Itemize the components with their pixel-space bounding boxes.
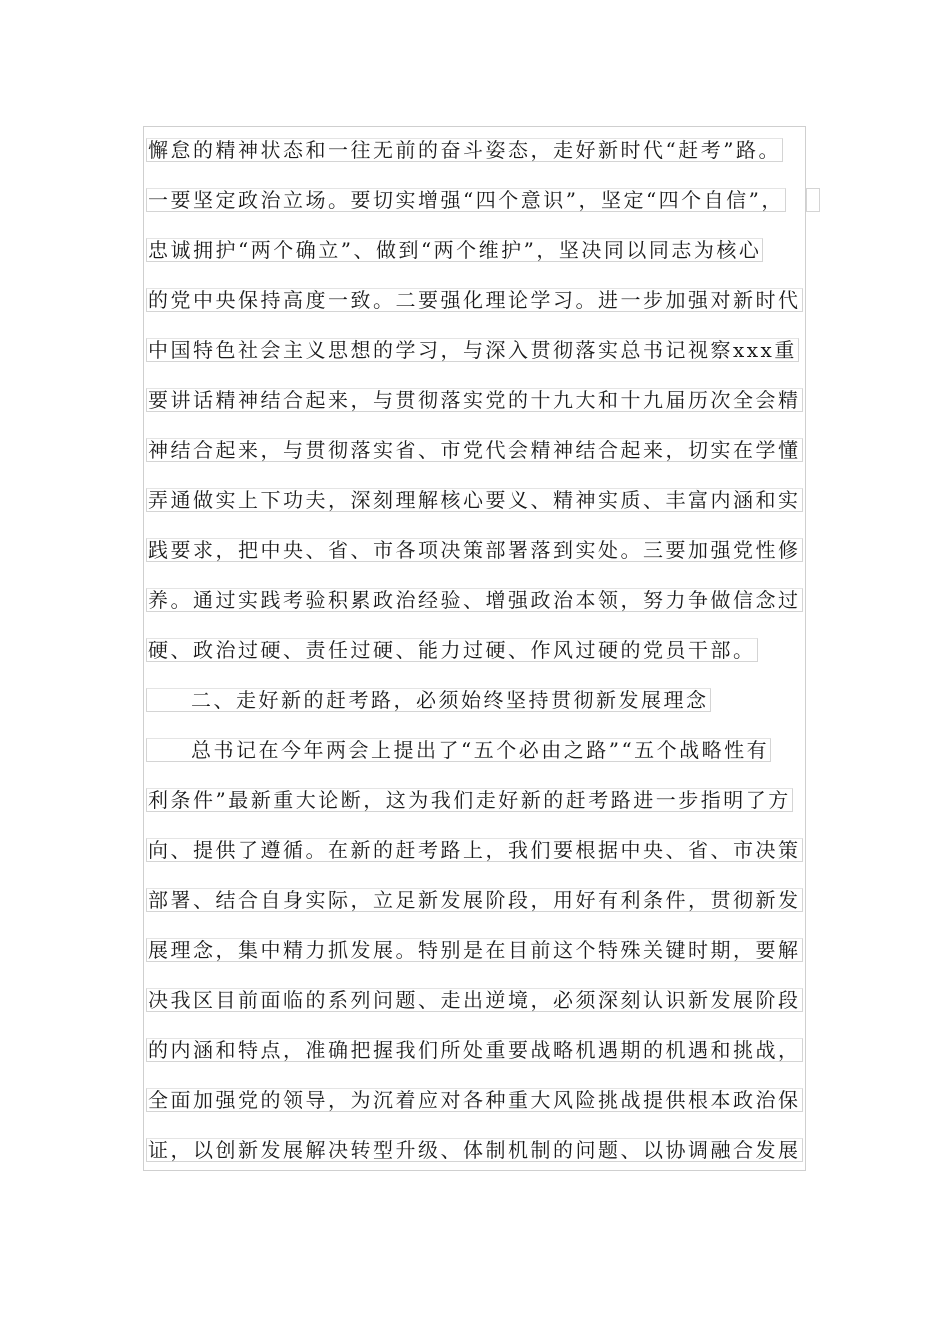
- text-line-10: 养。通过实践考验积累政治经验、增强政治本领，努力争做信念过: [148, 588, 801, 612]
- text-line-20: 全面加强党的领导，为沉着应对各种重大风险挑战提供根本政治保: [148, 1088, 801, 1112]
- text-line-18: 决我区目前面临的系列问题、走出逆境，必须深刻认识新发展阶段: [148, 988, 801, 1012]
- text-line-6: 要讲话精神结合起来，与贯彻落实党的十九大和十九届历次全会精: [148, 388, 801, 412]
- text-line-13: 总书记在今年两会上提出了“五个必由之路”“五个战略性有: [146, 738, 771, 762]
- text-line-3: 忠诚拥护“两个确立”、做到“两个维护”，坚决同以同志为核心: [148, 238, 762, 262]
- text-line-2: 一要坚定政治立场。要切实增强“四个意识”，坚定“四个自信”，: [148, 188, 784, 212]
- text-line-8: 弄通做实上下功夫，深刻理解核心要义、精神实质、丰富内涵和实: [148, 488, 801, 512]
- section-heading: 二、走好新的赶考路，必须始终坚持贯彻新发展理念: [146, 688, 711, 712]
- text-line-19: 的内涵和特点，准确把握我们所处重要战略机遇期的机遇和挑战，: [148, 1038, 801, 1062]
- text-line-9: 践要求，把中央、省、市各项决策部署落到实处。三要加强党性修: [148, 538, 801, 562]
- text-line-14: 利条件”最新重大论断，这为我们走好新的赶考路进一步指明了方: [148, 788, 791, 812]
- text-line-15: 向、提供了遵循。在新的赶考路上，我们要根据中央、省、市决策: [148, 838, 801, 862]
- text-line-11: 硬、政治过硬、责任过硬、能力过硬、作风过硬的党员干部。: [148, 638, 756, 662]
- text-line-17: 展理念，集中精力抓发展。特别是在目前这个特殊关键时期，要解: [148, 938, 801, 962]
- text-line-7: 神结合起来，与贯彻落实省、市党代会精神结合起来，切实在学懂: [148, 438, 801, 462]
- text-line-5: 中国特色社会主义思想的学习，与深入贯彻落实总书记视察xxx重: [148, 338, 797, 362]
- text-line-21: 证，以创新发展解决转型升级、体制机制的问题、以协调融合发展: [148, 1138, 801, 1162]
- text-line-4: 的党中央保持高度一致。二要强化理论学习。进一步加强对新时代: [148, 288, 801, 312]
- text-line-2-overflow-box: [806, 188, 820, 212]
- text-line-1: 懈怠的精神状态和一往无前的奋斗姿态，走好新时代“赶考”路。: [148, 138, 781, 162]
- text-line-16: 部署、结合自身实际，立足新发展阶段，用好有利条件，贯彻新发: [148, 888, 801, 912]
